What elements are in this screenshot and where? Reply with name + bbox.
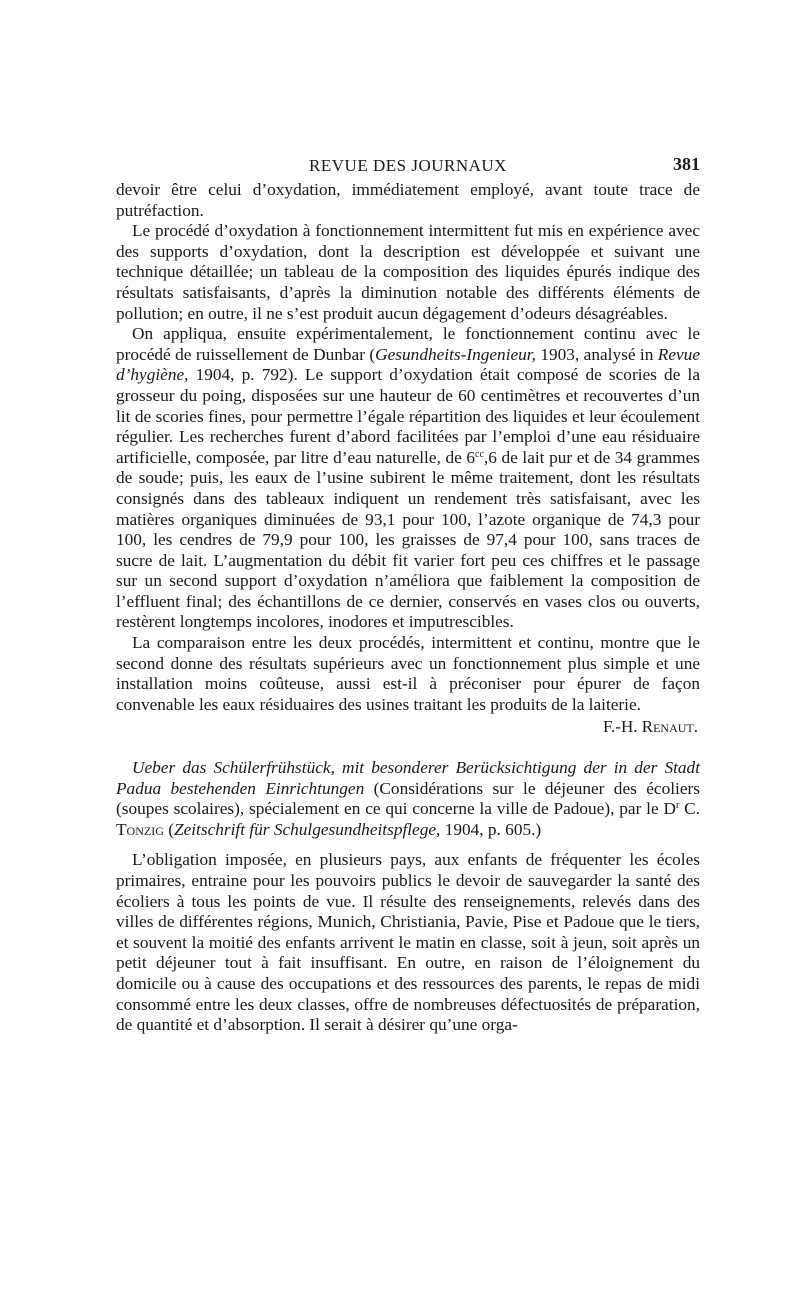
- citation-revue-hygiene: Revue d’hygiène,: [116, 344, 700, 385]
- review-journal: Zeitschrift für Schulgesundheitspflege,: [173, 819, 441, 839]
- review-heading-text-c: (: [163, 819, 174, 839]
- paragraph-4: La comparaison entre les deux procédés, intermittent et continu, montre que le second donne des résultats supérieurs avec un fonctionnement plus simple et une installation moins coûteuse, aussi est-il à préconiser pour épurer de façon convenable les eaux résiduaires des usines traitant les produits de la laiterie.: [116, 633, 700, 714]
- review-heading: [116, 758, 700, 840]
- signature: [116, 717, 700, 738]
- running-title: REVUE DES JOURNAUX: [309, 156, 507, 175]
- signature-name: Renaut.: [641, 717, 698, 737]
- review-author: Tonzig: [116, 819, 164, 839]
- paragraph-3-text-b: 1903, analysé in: [535, 344, 658, 364]
- review-heading-text-a: (Considérations sur le déjeuner des écoliers (soupes scolaires), spécialement en ce qui concerne la ville de Padoue), par le D: [116, 778, 700, 819]
- unit-cc: cc: [475, 448, 484, 460]
- page-number: 381: [673, 154, 700, 174]
- paragraph-2: Le procédé d’oxydation à fonctionnement intermittent fut mis en expérience avec des supports d’oxydation, dont la description est développée et suivant une technique détaillée; un tableau de la composition des liquides épurés indique des résultats satisfaisants, d’après la diminution notable des différents éléments de pollution; en outre, il ne s’est produit aucun dégagement d’odeurs désagréables.: [116, 221, 700, 323]
- doctor-abbrev-sup: r: [675, 800, 680, 812]
- signature-initials: F.-H.: [602, 717, 642, 737]
- running-header: [116, 150, 700, 180]
- review-title: Ueber das Schülerfrühstück, mit besonderer Berücksichtigung der in der Stadt Padua bestehenden Einrichtungen: [116, 758, 700, 798]
- review-heading-text-b: C.: [679, 799, 700, 819]
- paragraph-3-text-d: ,6 de lait pur et de 34 grammes de soude; puis, les eaux de l’usine subirent le même traitement, dont les résultats consignés dans des tableaux indiquent un rendement très satisfaisant, avec les matières organiques diminuées de 93,1 pour 100, l’azote organique de 74,3 pour 100, les cendres de 79,9 pour 100, les graisses de 97,4 pour 100, sans traces de sucre de lait. L’augmentation du débit fit varier fort peu ces chiffres et le passage sur un second support d’oxydation n’améliora que faiblement la composition de l’effluent final; des échantillons de ce dernier, conservés en vases clos ou ouverts, restèrent longtemps incolores, inodores et imputrescibles.: [116, 447, 700, 632]
- paragraph-1: devoir être celui d’oxydation, immédiatement employé, avant toute trace de putréfaction.: [116, 180, 700, 220]
- paragraph-3: [116, 324, 700, 633]
- paragraph-3-text-a: On appliqua, ensuite expérimentalement, le fonctionnement continu avec le procédé de ruissellement de Dunbar (: [116, 324, 700, 364]
- article-oxydation: [116, 180, 700, 738]
- article-schulerfruhstuck: [116, 758, 700, 1036]
- citation-gesundheits-ingenieur: Gesundheits-Ingenieur,: [375, 344, 536, 364]
- review-heading-text-d: 1904, p. 605.): [440, 819, 542, 839]
- document-page: [116, 150, 700, 1036]
- review-body: L’obligation imposée, en plusieurs pays, aux enfants de fréquenter les écoles primaires, entraine pour les pouvoirs publics le devoir de sauvegarder la santé des écoliers à tous les points de vue. Il résulte des renseignements, relevés dans des villes de différentes régions, Munich, Christiania, Pavie, Pise et Padoue que le tiers, et souvent la moitié des enfants arrivent le matin en classe, soit à jeun, soit après un petit déjeuner tout à fait insuffisant. En outre, en raison de l’éloignement du domicile ou à cause des occupations et des ressources des parents, le repas de midi consommé entre les deux classes, offre de nombreuses défectuosités de préparation, de quantité et d’absorption. Il serait à désirer qu’une orga-: [116, 850, 700, 1035]
- paragraph-3-text-c: 1904, p. 792). Le support d’oxydation était composé de scories de la grosseur du poing, disposées sur une hauteur de 60 centimètres et recouvertes d’un lit de scories fines, pour permettre l’égale répartition des liquides et leur écoulement régulier. Les recherches furent d’abord facilitées par l’emploi d’une eau résiduaire artificielle, composée, par litre d’eau naturelle, de 6: [116, 365, 700, 467]
